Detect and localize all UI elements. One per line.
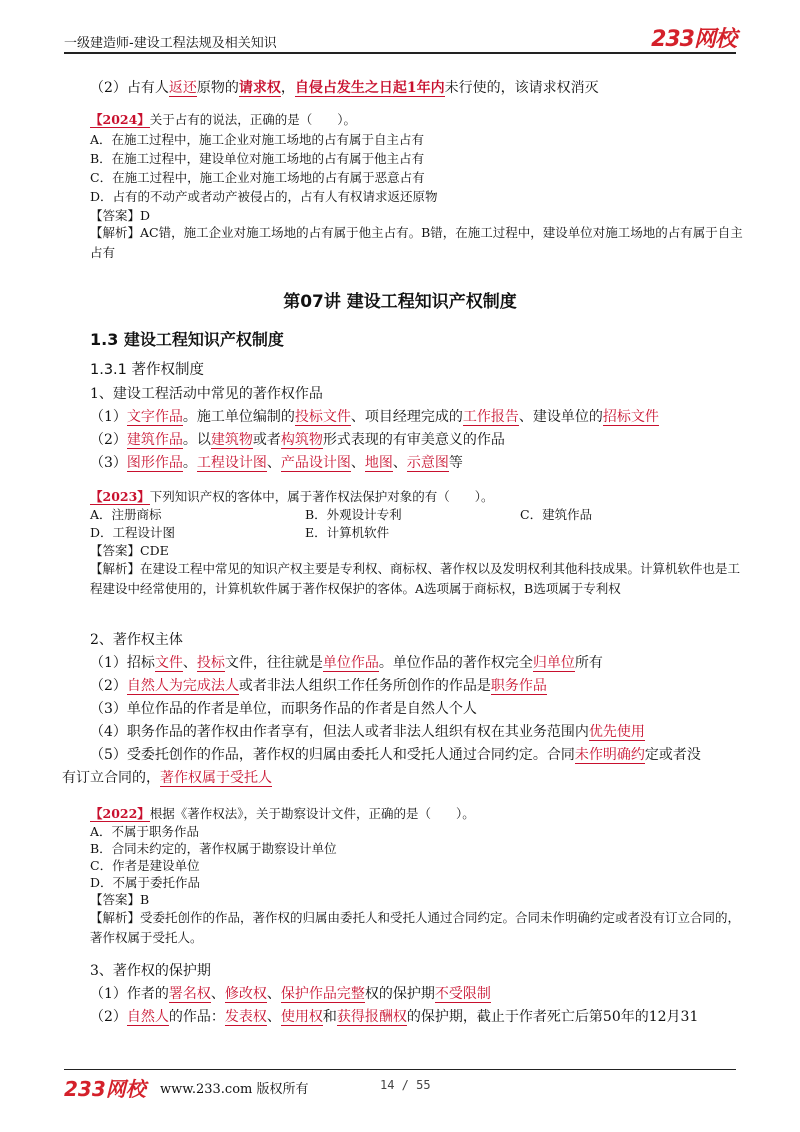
question-option: B．在施工过程中，建设单位对施工场地的占有属于他主占有: [90, 151, 425, 166]
protection-heading: 3、著作权的保护期: [90, 963, 211, 979]
question-option: A．在施工过程中，施工企业对施工场地的占有属于自主占有: [90, 132, 425, 147]
question-answer: 【答案】CDE: [90, 543, 169, 558]
question-option: B．合同未约定的，著作权属于勘察设计单位: [90, 841, 337, 856]
section-title: 1.3 建设工程知识产权制度: [90, 330, 284, 349]
works-item-1: （1）文字作品。施工单位编制的投标文件、项目经理完成的工作报告、建设单位的招标文件: [90, 409, 659, 425]
question-2022-stem: 【2022】根据《著作权法》，关于勘察设计文件，正确的是（ ）。: [90, 806, 475, 821]
subject-item-2: （2）自然人为完成法人或者非法人组织工作任务所创作的作品是职务作品: [90, 678, 547, 694]
question-analysis: 【解析】受委托创作的作品，著作权的归属由委托人和受托人通过合同约定。合同未作明确约定或者没有订立合同的，著作权属于受托人。: [90, 910, 741, 945]
subject-item-5-cont: 有订立合同的，著作权属于受托人: [62, 770, 272, 786]
question-answer: 【答案】B: [90, 892, 150, 907]
question-option: D．工程设计图: [90, 525, 176, 540]
question-option: C．建筑作品: [520, 507, 593, 522]
question-option: E．计算机软件: [305, 525, 390, 540]
question-answer: 【答案】D: [90, 208, 151, 223]
subsection-title: 1.3.1 著作权制度: [90, 362, 205, 378]
subject-item-5: （5）受委托创作的作品，著作权的归属由委托人和受托人通过合同约定。合同未作明确约定或者没: [90, 747, 701, 763]
question-option: C．作者是建设单位: [90, 858, 200, 873]
subject-item-3: （3）单位作品的作者是单位，而职务作品的作者是自然人个人: [90, 701, 477, 717]
year-tag: 【2024】: [90, 112, 150, 127]
question-option: A．注册商标: [90, 507, 162, 522]
header-divider: [64, 52, 736, 54]
protection-item-1: （1）作者的署名权、修改权、保护作品完整权的保护期不受限制: [90, 986, 491, 1002]
works-heading: 1、建设工程活动中常见的著作权作品: [90, 386, 323, 402]
subject-heading: 2、著作权主体: [90, 632, 183, 648]
year-tag: 【2023】: [90, 489, 150, 504]
page-header: [64, 22, 736, 52]
subject-item-1: （1）招标文件、投标文件，往往就是单位作品。单位作品的著作权完全归单位所有: [90, 655, 603, 671]
question-option: D．不属于委托作品: [90, 875, 201, 890]
protection-item-2: （2）自然人的作品：发表权、使用权和获得报酬权的保护期，截止于作者死亡后第50年的12月31: [90, 1009, 699, 1025]
brand-logo: 233网校: [651, 27, 736, 52]
question-option: B．外观设计专利: [305, 507, 402, 522]
question-option: A．不属于职务作品: [90, 824, 200, 839]
lecture-title: 第07讲 建设工程知识产权制度: [283, 292, 517, 312]
subject-item-4: （4）职务作品的著作权由作者享有，但法人或者非法人组织有权在其业务范围内优先使用: [90, 724, 645, 740]
year-tag: 【2022】: [90, 806, 150, 821]
question-analysis: 【解析】AC错，施工企业对施工场地的占有属于他主占有。B错，在施工过程中，建设单位对施工场地的占有属于自主占有: [90, 225, 743, 260]
works-item-2: （2）建筑作品。以建筑物或者构筑物形式表现的有审美意义的作品: [90, 432, 505, 448]
question-option: C．在施工过程中，施工企业对施工场地的占有属于恶意占有: [90, 170, 425, 185]
header-title: 一级建造师-建设工程法规及相关知识: [64, 36, 277, 51]
question-2024-stem: 【2024】关于占有的说法，正确的是（ ）。: [90, 112, 357, 127]
footer-site: www.233.com 版权所有: [160, 1082, 309, 1097]
question-analysis: 【解析】在建设工程中常见的知识产权主要是专利权、商标权、著作权以及发明权利其他科技成果。计算机软件也是工程建设中经常使用的，计算机软件属于著作权保护的客体。A选项属于商标权，B选项属于专利权: [90, 561, 741, 596]
footer-logo: 233网校: [64, 1077, 146, 1101]
page-number: 14 / 55: [380, 1078, 431, 1092]
question-option: D．占有的不动产或者动产被侵占的，占有人有权请求返还原物: [90, 189, 438, 204]
question-2023-stem: 【2023】下列知识产权的客体中，属于著作权法保护对象的有（ ）。: [90, 489, 494, 504]
possession-claim-line: （2）占有人返还原物的请求权，自侵占发生之日起1年内未行使的，该请求权消灭: [90, 80, 599, 96]
works-item-3: （3）图形作品。工程设计图、产品设计图、地图、示意图等: [90, 455, 463, 471]
footer-divider: [64, 1069, 736, 1070]
